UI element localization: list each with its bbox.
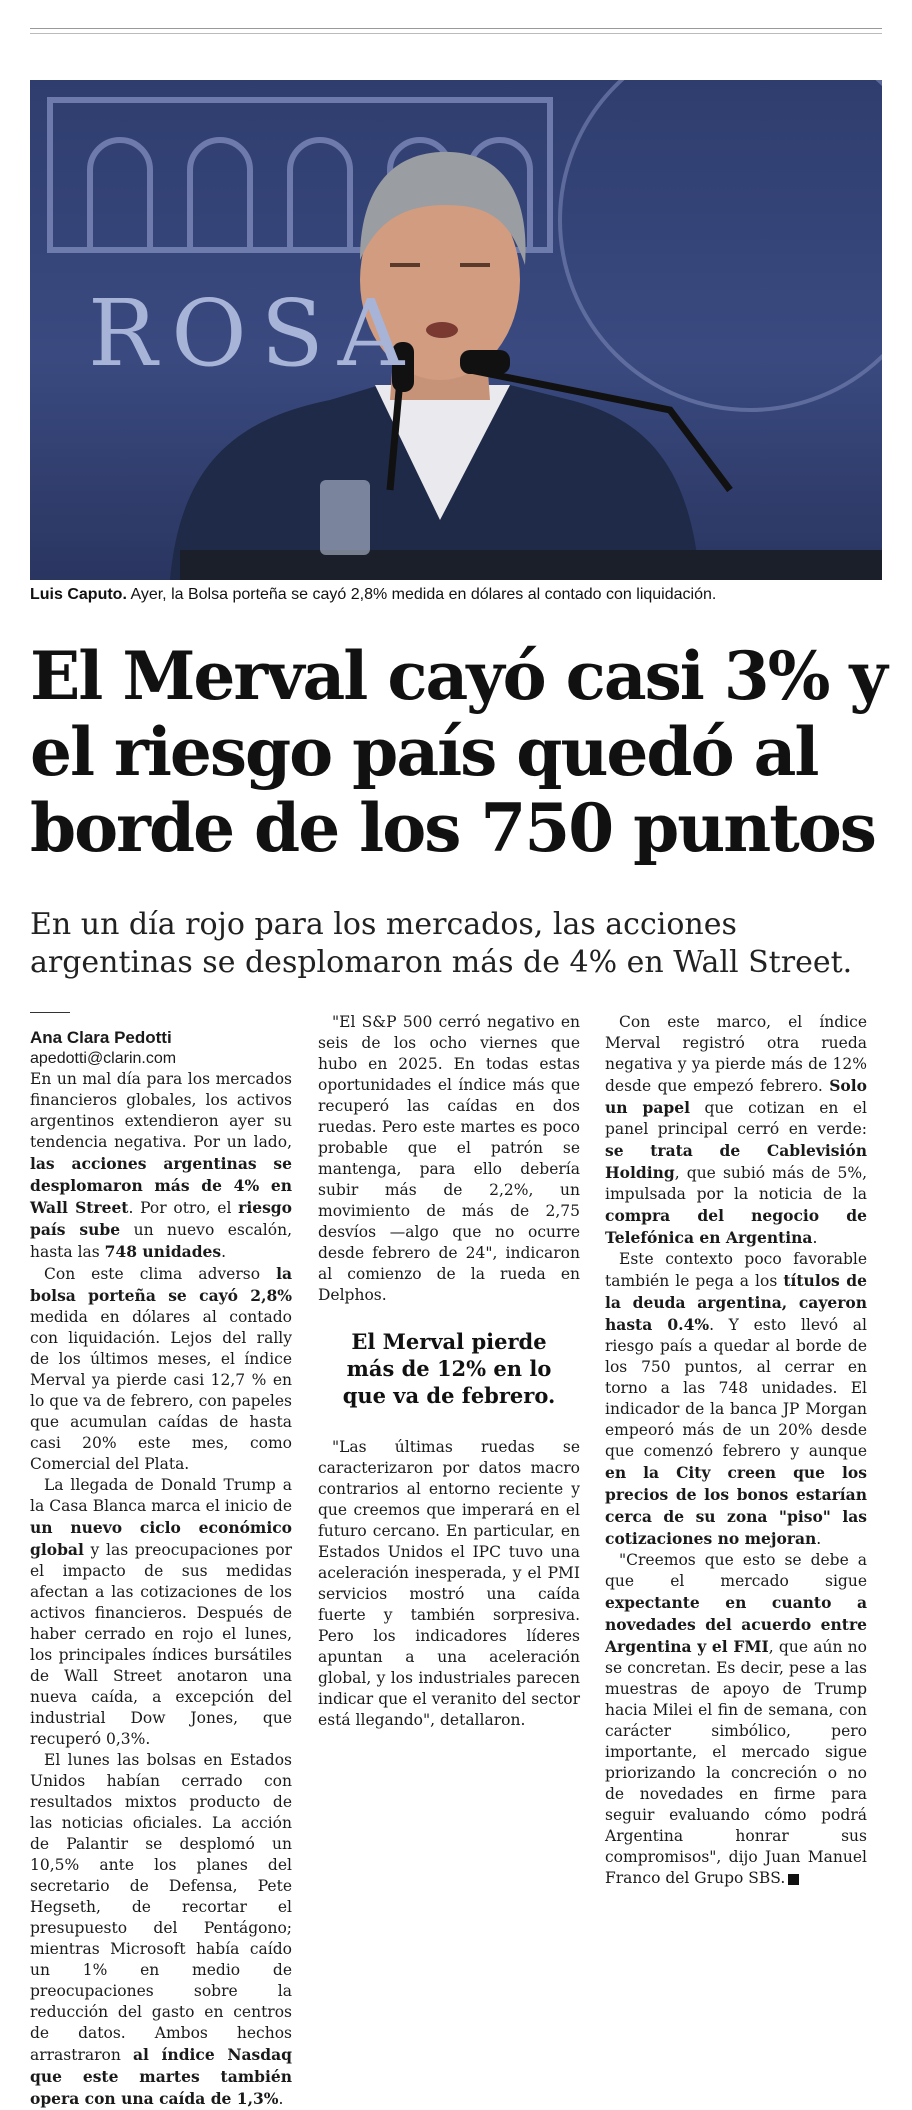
paragraph-3: La llegada de Donald Trump a la Casa Blanca marca el inicio de un nuevo ciclo económico global y las preocupaciones por el impacto de sus medidas afectan a las cotizaciones de los activos financieros. Después de haber cerrado en rojo el lunes, los principales índices bursátiles de Wall Street anotaron una nueva caída, a excepción del industrial Dow Jones, que recuperó 0,3%. bbox=[30, 1476, 292, 1748]
headline: El Merval cayó casi 3% y el riesgo país quedó al borde de los 750 puntos bbox=[30, 637, 886, 867]
paragraph-7: Con este marco, el índice Merval registró otra rueda negativa y ya pierde más de 12% desde que empezó febrero. Solo un papel que cotizan en el panel principal cerró en verde: se trata de Cablevisión Holding, que subió más de 5%, impulsada por la noticia de la compra del negocio de Telefónica en Argentina. bbox=[605, 1013, 867, 1247]
photo-caption bbox=[30, 586, 716, 604]
pull-quote: El Merval pierde más de 12% en lo que va de febrero. bbox=[342, 1329, 556, 1408]
photo-backdrop-text: ROSA bbox=[88, 280, 419, 387]
author-email[interactable]: apedotti@clarin.com bbox=[30, 1050, 177, 1067]
caption-name: Luis Caputo. bbox=[30, 586, 127, 603]
top-rule-2 bbox=[30, 33, 882, 34]
deck: En un día rojo para los mercados, las acciones argentinas se desplomaron más de 4% en Wall Street. bbox=[30, 907, 853, 980]
caption-text: Ayer, la Bolsa porteña se cayó 2,8% medida en dólares al contado con liquidación. bbox=[130, 586, 717, 603]
column-2 bbox=[318, 1012, 580, 1731]
end-mark-icon bbox=[788, 1874, 799, 1885]
column-1 bbox=[30, 1012, 292, 2110]
article-photo bbox=[30, 80, 882, 580]
paragraph-2: Con este clima adverso la bolsa porteña se cayó 2,8% medida en dólares al contado con liquidación. Lejos del rally de los últimos meses, el índice Merval ya pierde casi 12,7 % en lo que va de febrero, con papeles que acumulan caídas de hasta casi 20% este mes, como Comercial del Plata. bbox=[30, 1264, 292, 1473]
paragraph-9: "Creemos que esto se debe a que el mercado sigue expectante en cuanto a novedades del acuerdo entre Argentina y el FMI, que aún no se concretan. Es decir, pese a las muestras de apoyo de Trump hacia Milei el fin de semana, con carácter simbólico, pero importante, el mercado sigue priorizando la concreción o no de novedades en firme para seguir evaluando cómo podrá Argentina honrar sus compromisos", dijo Juan Manuel Franco del Grupo SBS. bbox=[605, 1551, 867, 1887]
paragraph-1: En un mal día para los mercados financieros globales, los activos argentinos extendieron ayer su tendencia negativa. Por un lado, las acciones argentinas se desplomaron más de 4% en Wall Street. Por otro, el riesgo país sube un nuevo escalón, hasta las 748 unidades. bbox=[30, 1070, 292, 1261]
byline-rule bbox=[30, 1012, 70, 1013]
author-name: Ana Clara Pedotti bbox=[30, 1028, 172, 1047]
column-3 bbox=[605, 1012, 867, 1889]
paragraph-6: "Las últimas ruedas se caracterizaron por datos macro contrarios al entorno reciente y que creemos que imperará en el futuro cercano. En particular, en Estados Unidos el IPC tuvo una aceleración inesperada, y el PMI servicios mostró una caída fuerte y también sorpresiva. Pero los indicadores líderes apuntan a una aceleración global, y los industriales parecen indicar que el veranito del sector está llegando", detallaron. bbox=[318, 1438, 580, 1729]
paragraph-4: El lunes las bolsas en Estados Unidos habían cerrado con resultados mixtos producto de las noticias oficiales. La acción de Palantir se desplomó un 10,5% ante los planes del secretario de Defensa, Pete Hegseth, de recortar el presupuesto del Pentágono; mientras Microsoft había caído un 1% en medio de preocupaciones sobre la reducción del gasto en centros de datos. Ambos hechos arrastraron al índice Nasdaq que este martes también opera con una caída de 1,3%. bbox=[30, 1751, 292, 2108]
paragraph-5: "El S&P 500 cerró negativo en seis de los ocho viernes que hubo en 2025. En todas estas oportunidades el índice más que recuperó las caídas en dos ruedas. Pero este martes es poco probable que el patrón se mantenga, para ello debería subir más de 2,2%, un movimiento de más de 2,75 desvíos —algo que no ocurre desde febrero de 24", indicaron al comienzo de la rueda en Delphos. bbox=[318, 1013, 580, 1304]
paragraph-8: Este contexto poco favorable también le pega a los títulos de la deuda argentina, cayeron hasta 0.4%. Y esto llevó al riesgo país a quedar al borde de los 750 puntos, al cerrar en torno a las 748 unidades. El indicador de la banca JP Morgan empeoró más de un 20% desde que comenzó febrero y aunque en la City creen que los precios de los bonos estarían cerca de su zona "piso" las cotizaciones no mejoran. bbox=[605, 1250, 867, 1548]
top-rule bbox=[30, 28, 882, 29]
